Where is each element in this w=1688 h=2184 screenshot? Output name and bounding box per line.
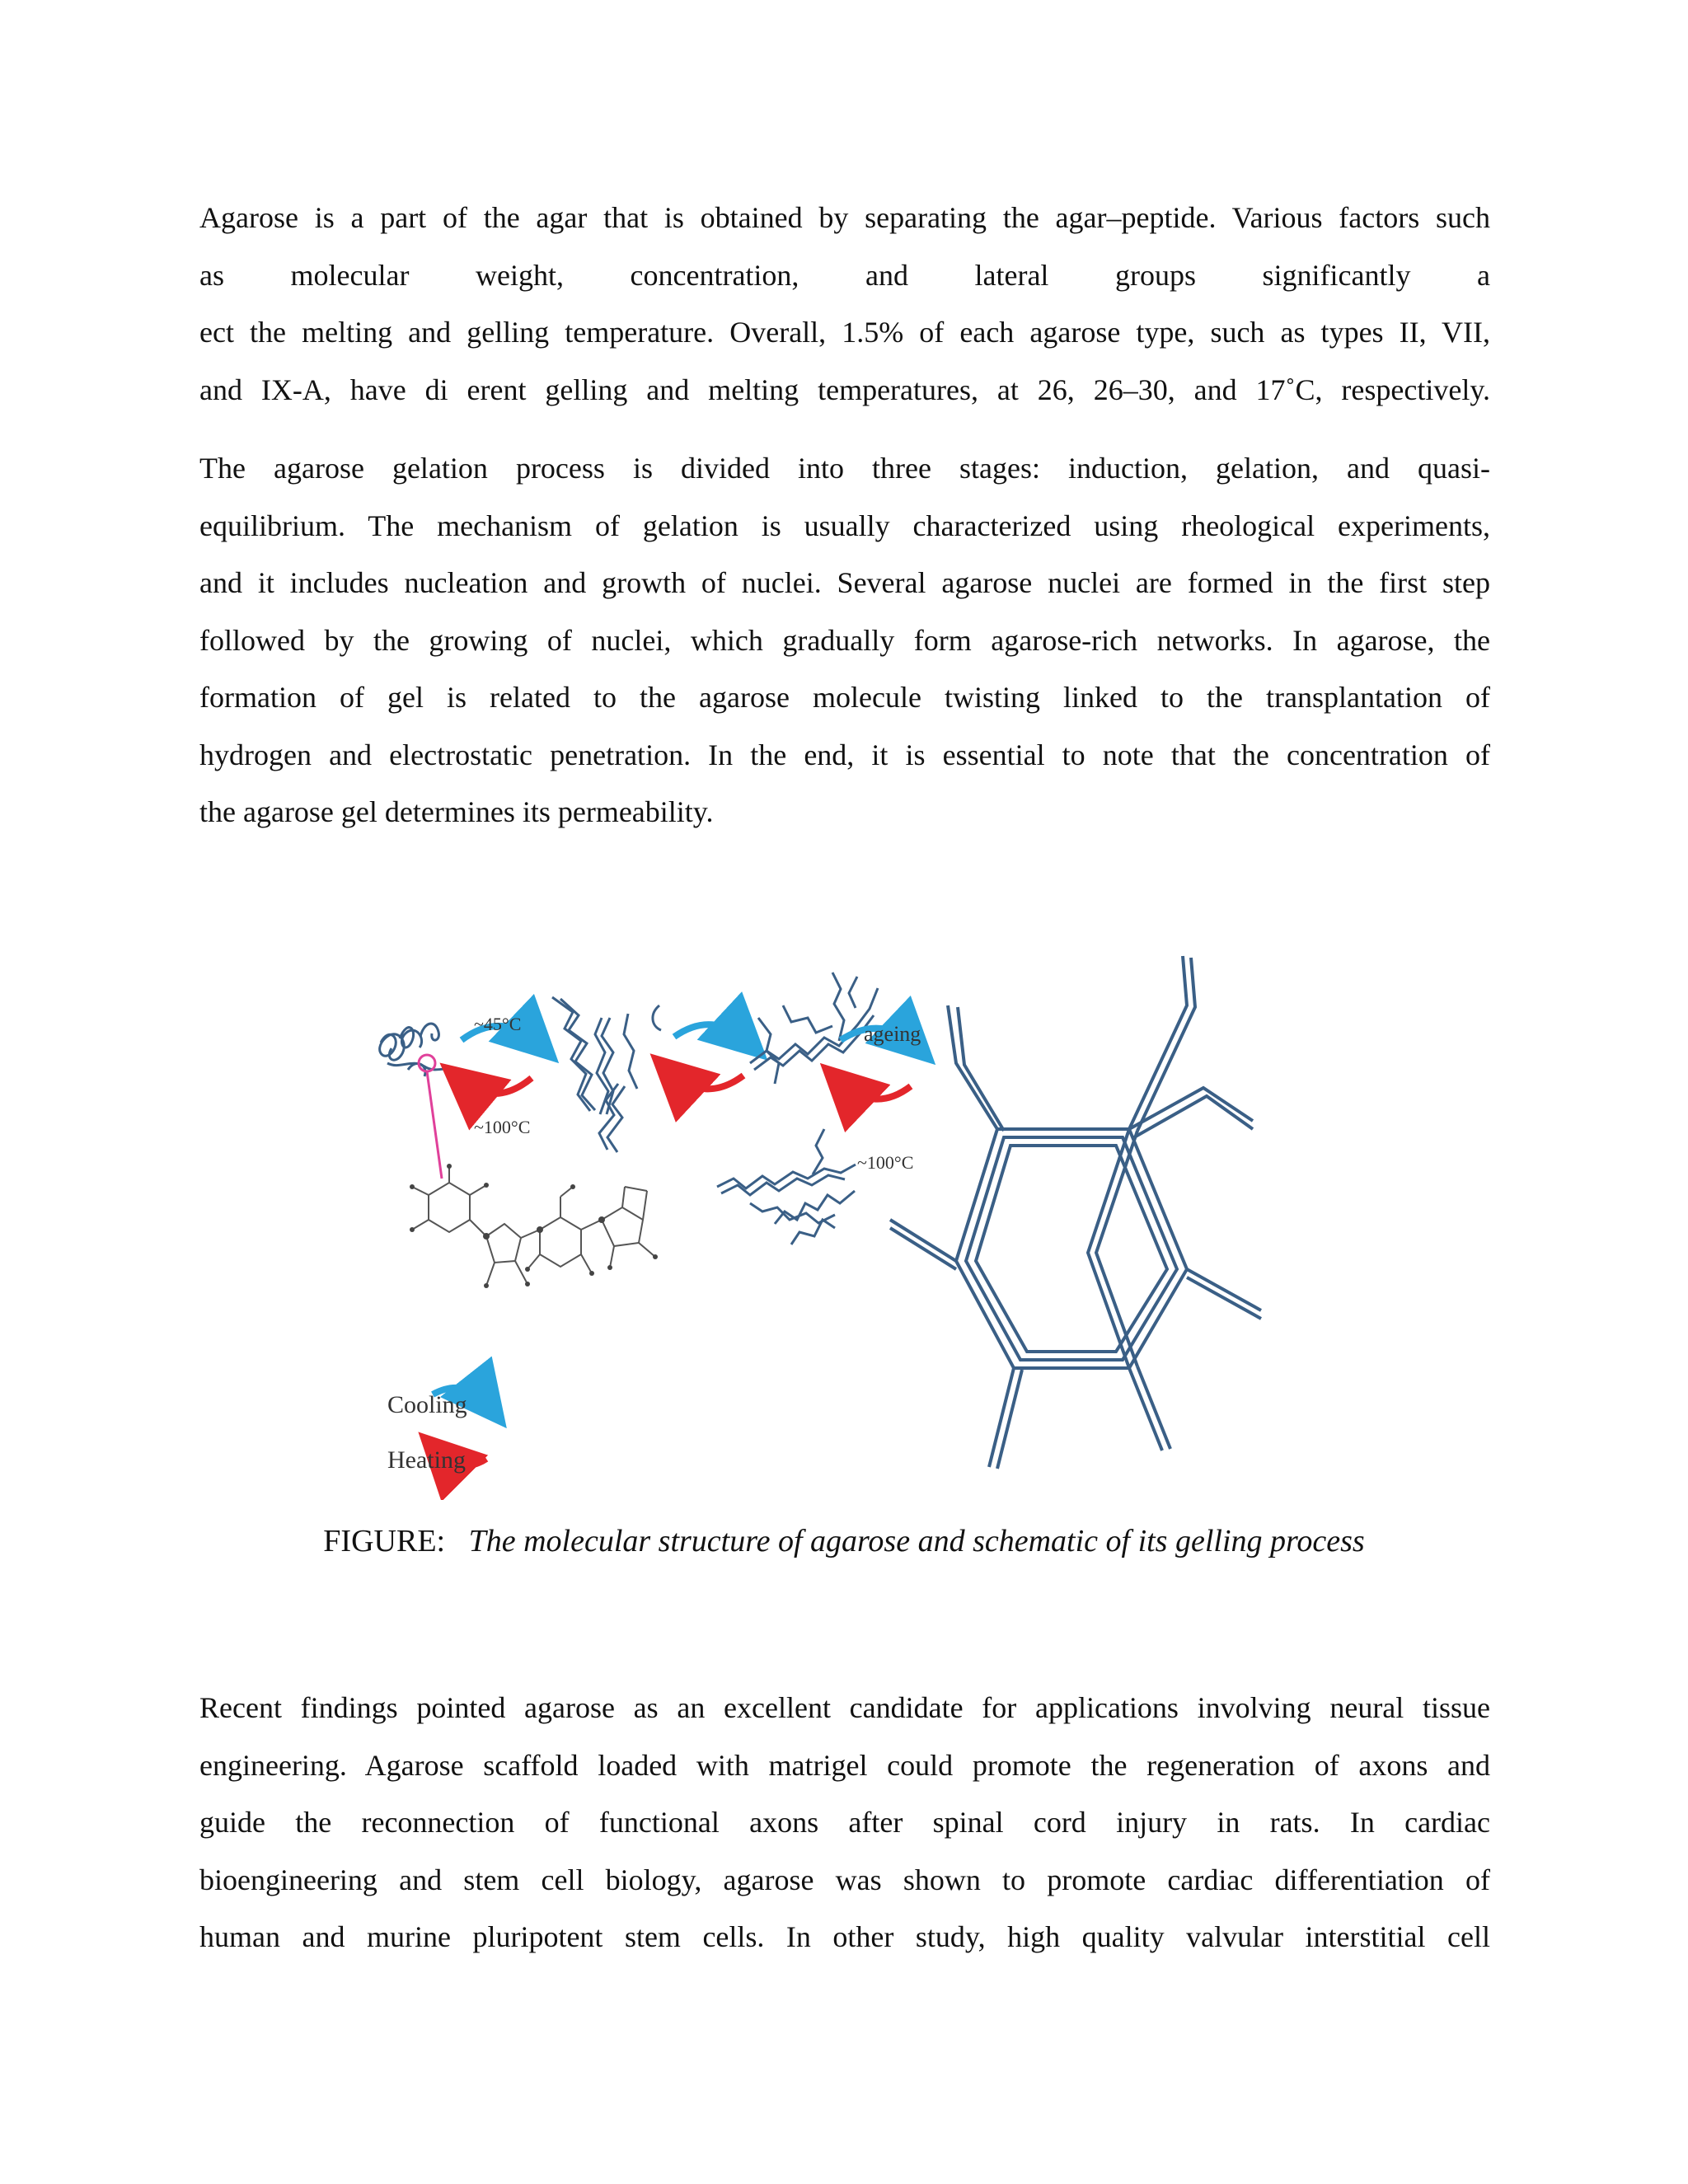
pointer-line	[427, 1071, 442, 1179]
paragraph-2	[199, 440, 1490, 841]
caption-text: The molecular structure of agarose and schematic of its gelling process	[468, 1524, 1365, 1558]
temp-100-label: ~100°C	[474, 1117, 531, 1137]
paragraph-3	[199, 1680, 1490, 1966]
heating-arrow-icon	[460, 1078, 532, 1094]
text-line: The agarose gelation process is divided into three stages: induction, gelation, and quasi-	[199, 452, 1490, 485]
random-coil-icon	[380, 1024, 457, 1076]
agarose-molecule-icon	[412, 1166, 655, 1286]
gel-network-icon	[890, 956, 1261, 1469]
molecule-atoms	[410, 1164, 658, 1288]
text-line: and IX-A, have di erent gelling and melting temperatures, at 26, 26–30, and 17˚C, respectively.	[199, 373, 1490, 406]
text-line: formation of gel is related to the agarose molecule twisting linked to the transplantation of	[199, 681, 1490, 714]
helix-aggregate-icon	[717, 972, 878, 1244]
text-line: hydrogen and electrostatic penetration. In the end, it is essential to note that the concentration of	[199, 738, 1490, 771]
text-line: guide the reconnection of functional axons after spinal cord injury in rats. In cardiac	[199, 1806, 1490, 1839]
double-helix-icon	[552, 997, 661, 1152]
heating-arrow-icon	[839, 1081, 911, 1099]
text-line: followed by the growing of nuclei, which gradually form agarose-rich networks. In agarose, the	[199, 623, 1490, 657]
heating-legend-label: Heating	[387, 1446, 466, 1474]
text-line: engineering. Agarose scaffold loaded with matrigel could promote the regeneration of axons and	[199, 1748, 1490, 1782]
text-line: bioengineering and stem cell biology, agarose was shown to promote cardiac differentiation of	[199, 1863, 1490, 1896]
figure-caption	[0, 1523, 1688, 1559]
temp-45-label: ~45°C	[474, 1014, 522, 1034]
caption-prefix: FIGURE:	[323, 1524, 462, 1558]
text-line: Agarose is a part of the agar that is obtained by separating the agar–peptide. Various factors such	[199, 201, 1490, 234]
temp-100-label: ~100°C	[857, 1152, 914, 1173]
agarose-gelling-figure	[363, 940, 1286, 1500]
cooling-legend-label: Cooling	[387, 1391, 467, 1418]
cooling-arrow-icon	[674, 1024, 748, 1043]
text-line: equilibrium. The mechanism of gelation is usually characterized using rheological experiments,	[199, 509, 1490, 542]
text-line: human and murine pluripotent stem cells. In other study, high quality valvular interstitial cell	[199, 1920, 1490, 1953]
text-line: the agarose gel determines its permeability.	[199, 795, 714, 828]
text-line: Recent findings pointed agarose as an excellent candidate for applications involving neural tissue	[199, 1691, 1490, 1724]
ageing-label: ageing	[864, 1022, 921, 1046]
text-line: and it includes nucleation and growth of nuclei. Several agarose nuclei are formed in the first step	[199, 566, 1490, 599]
paragraph-1	[199, 190, 1490, 419]
heating-arrow-icon	[669, 1071, 743, 1089]
text-line: ect the melting and gelling temperature. Overall, 1.5% of each agarose type, such as types II, VII,	[199, 316, 1490, 349]
text-line: as molecular weight, concentration, and lateral groups significantly a	[199, 258, 1490, 292]
